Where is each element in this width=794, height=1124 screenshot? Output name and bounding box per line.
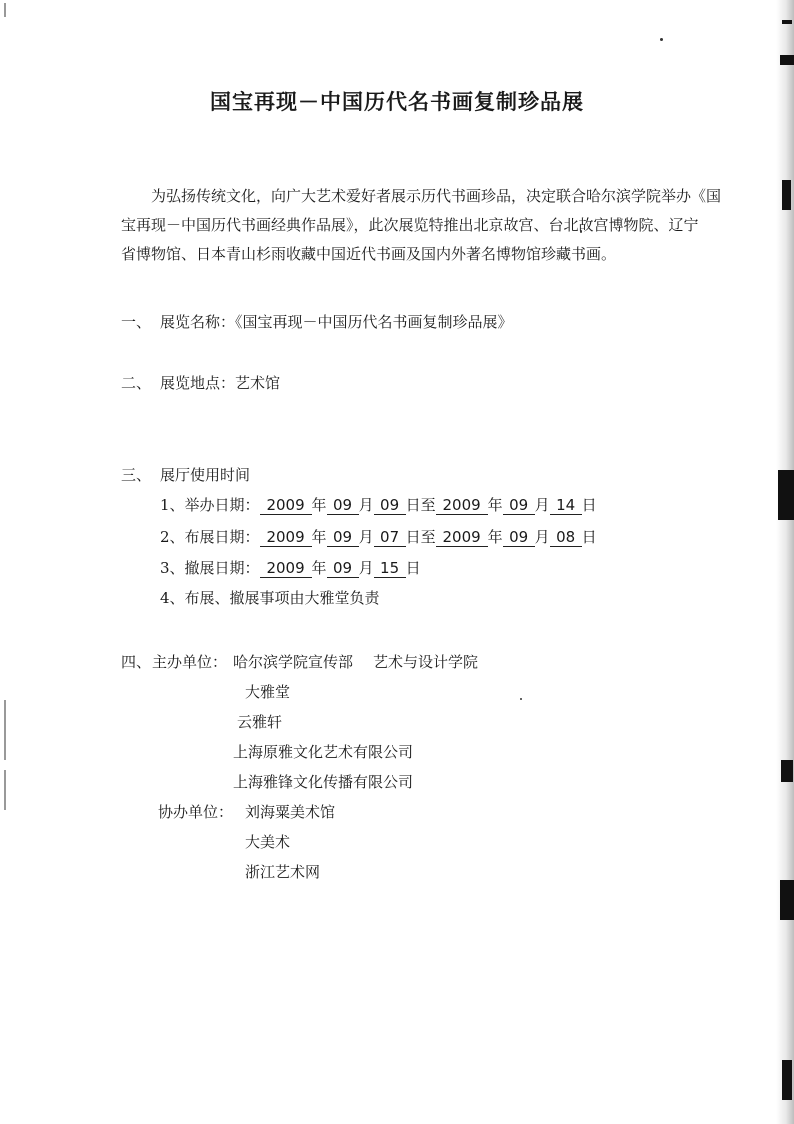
- year-unit: 年: [311, 496, 327, 514]
- day-unit: 日: [581, 496, 597, 514]
- scan-edge-mark: [4, 700, 6, 760]
- scan-edge-mark: [782, 1060, 792, 1100]
- end-month: 09: [503, 496, 535, 515]
- scan-edge-mark: [778, 470, 794, 520]
- day-unit: 日: [405, 559, 421, 577]
- end-day: 08: [550, 528, 582, 547]
- document-title: 国宝再现－中国历代名书画复制珍品展: [210, 89, 584, 114]
- scan-edge-mark: [4, 3, 6, 17]
- start-year: 2009: [260, 528, 312, 547]
- scan-speck: [520, 698, 522, 700]
- scan-edge-mark: [782, 20, 792, 24]
- day-unit: 日: [581, 528, 597, 546]
- start-month: 09: [327, 496, 359, 515]
- date-label: 3、撤展日期：: [160, 559, 260, 577]
- co-host-item: 刘海粟美术馆: [245, 803, 336, 821]
- exhibition-name: 展览名称：《国宝再现－中国历代名书画复制珍品展》: [160, 313, 513, 331]
- setup-note: 4、布展、撤展事项由大雅堂负责: [160, 589, 380, 607]
- host-item: 哈尔滨学院宣传部: [233, 653, 354, 671]
- co-host-item: 大美术: [245, 833, 291, 851]
- date-label: 2、布展日期：: [160, 528, 260, 546]
- scan-edge-shadow: [776, 0, 794, 1124]
- intro-line: 宝再现－中国历代书画经典作品展》，此次展览特推出北京故宫、台北故宫博物院、辽宁: [121, 216, 699, 234]
- scan-edge-mark: [781, 760, 793, 782]
- section-1-number: 一、: [121, 313, 152, 331]
- month-unit: 月: [534, 496, 550, 514]
- intro-line: 为弘扬传统文化，向广大艺术爱好者展示历代书画珍品，决定联合哈尔滨学院举办《国: [151, 187, 722, 205]
- year-unit: 年: [487, 496, 503, 514]
- section-3-number: 三、: [121, 466, 152, 484]
- end-year: 2009: [436, 528, 488, 547]
- start-day: 09: [374, 496, 406, 515]
- host-item: 大雅堂: [245, 683, 291, 701]
- year-unit: 年: [487, 528, 503, 546]
- year-unit: 年: [311, 559, 327, 577]
- to-text: 日至: [405, 496, 436, 514]
- end-day: 14: [550, 496, 582, 515]
- to-text: 日至: [405, 528, 436, 546]
- teardown-month: 09: [327, 559, 359, 578]
- start-year: 2009: [260, 496, 312, 515]
- date-row-hold: [160, 494, 597, 515]
- co-host-label: 协办单位：: [158, 803, 234, 821]
- end-month: 09: [503, 528, 535, 547]
- scan-edge-mark: [780, 880, 794, 920]
- date-label: 1、举办日期：: [160, 496, 260, 514]
- teardown-day: 15: [374, 559, 406, 578]
- month-unit: 月: [358, 528, 374, 546]
- end-year: 2009: [436, 496, 488, 515]
- host-item: 云雅轩: [237, 713, 283, 731]
- month-unit: 月: [358, 559, 374, 577]
- teardown-year: 2009: [260, 559, 312, 578]
- month-unit: 月: [358, 496, 374, 514]
- intro-paragraph: [121, 182, 721, 269]
- co-host-item: 浙江艺术网: [245, 863, 321, 881]
- month-unit: 月: [534, 528, 550, 546]
- section-4-number: 四、: [121, 653, 152, 671]
- section-3-heading: 展厅使用时间: [160, 466, 251, 484]
- scan-edge-mark: [4, 770, 6, 810]
- start-month: 09: [327, 528, 359, 547]
- scan-edge-mark: [782, 180, 791, 210]
- host-item: 上海雅锋文化传播有限公司: [233, 773, 414, 791]
- exhibition-venue: 展览地点：艺术馆: [160, 374, 281, 392]
- host-item: 上海原雅文化艺术有限公司: [233, 743, 414, 761]
- date-row-teardown: [160, 557, 421, 578]
- start-day: 07: [374, 528, 406, 547]
- year-unit: 年: [311, 528, 327, 546]
- intro-line: 省博物馆、日本青山杉雨收藏中国近代书画及国内外著名博物馆珍藏书画。: [121, 245, 617, 263]
- host-label: 主办单位：: [152, 653, 228, 671]
- scan-edge-mark: [780, 55, 794, 65]
- date-row-setup: [160, 526, 597, 547]
- host-item: 艺术与设计学院: [373, 653, 479, 671]
- section-2-number: 二、: [121, 374, 152, 392]
- scan-speck: [660, 38, 663, 41]
